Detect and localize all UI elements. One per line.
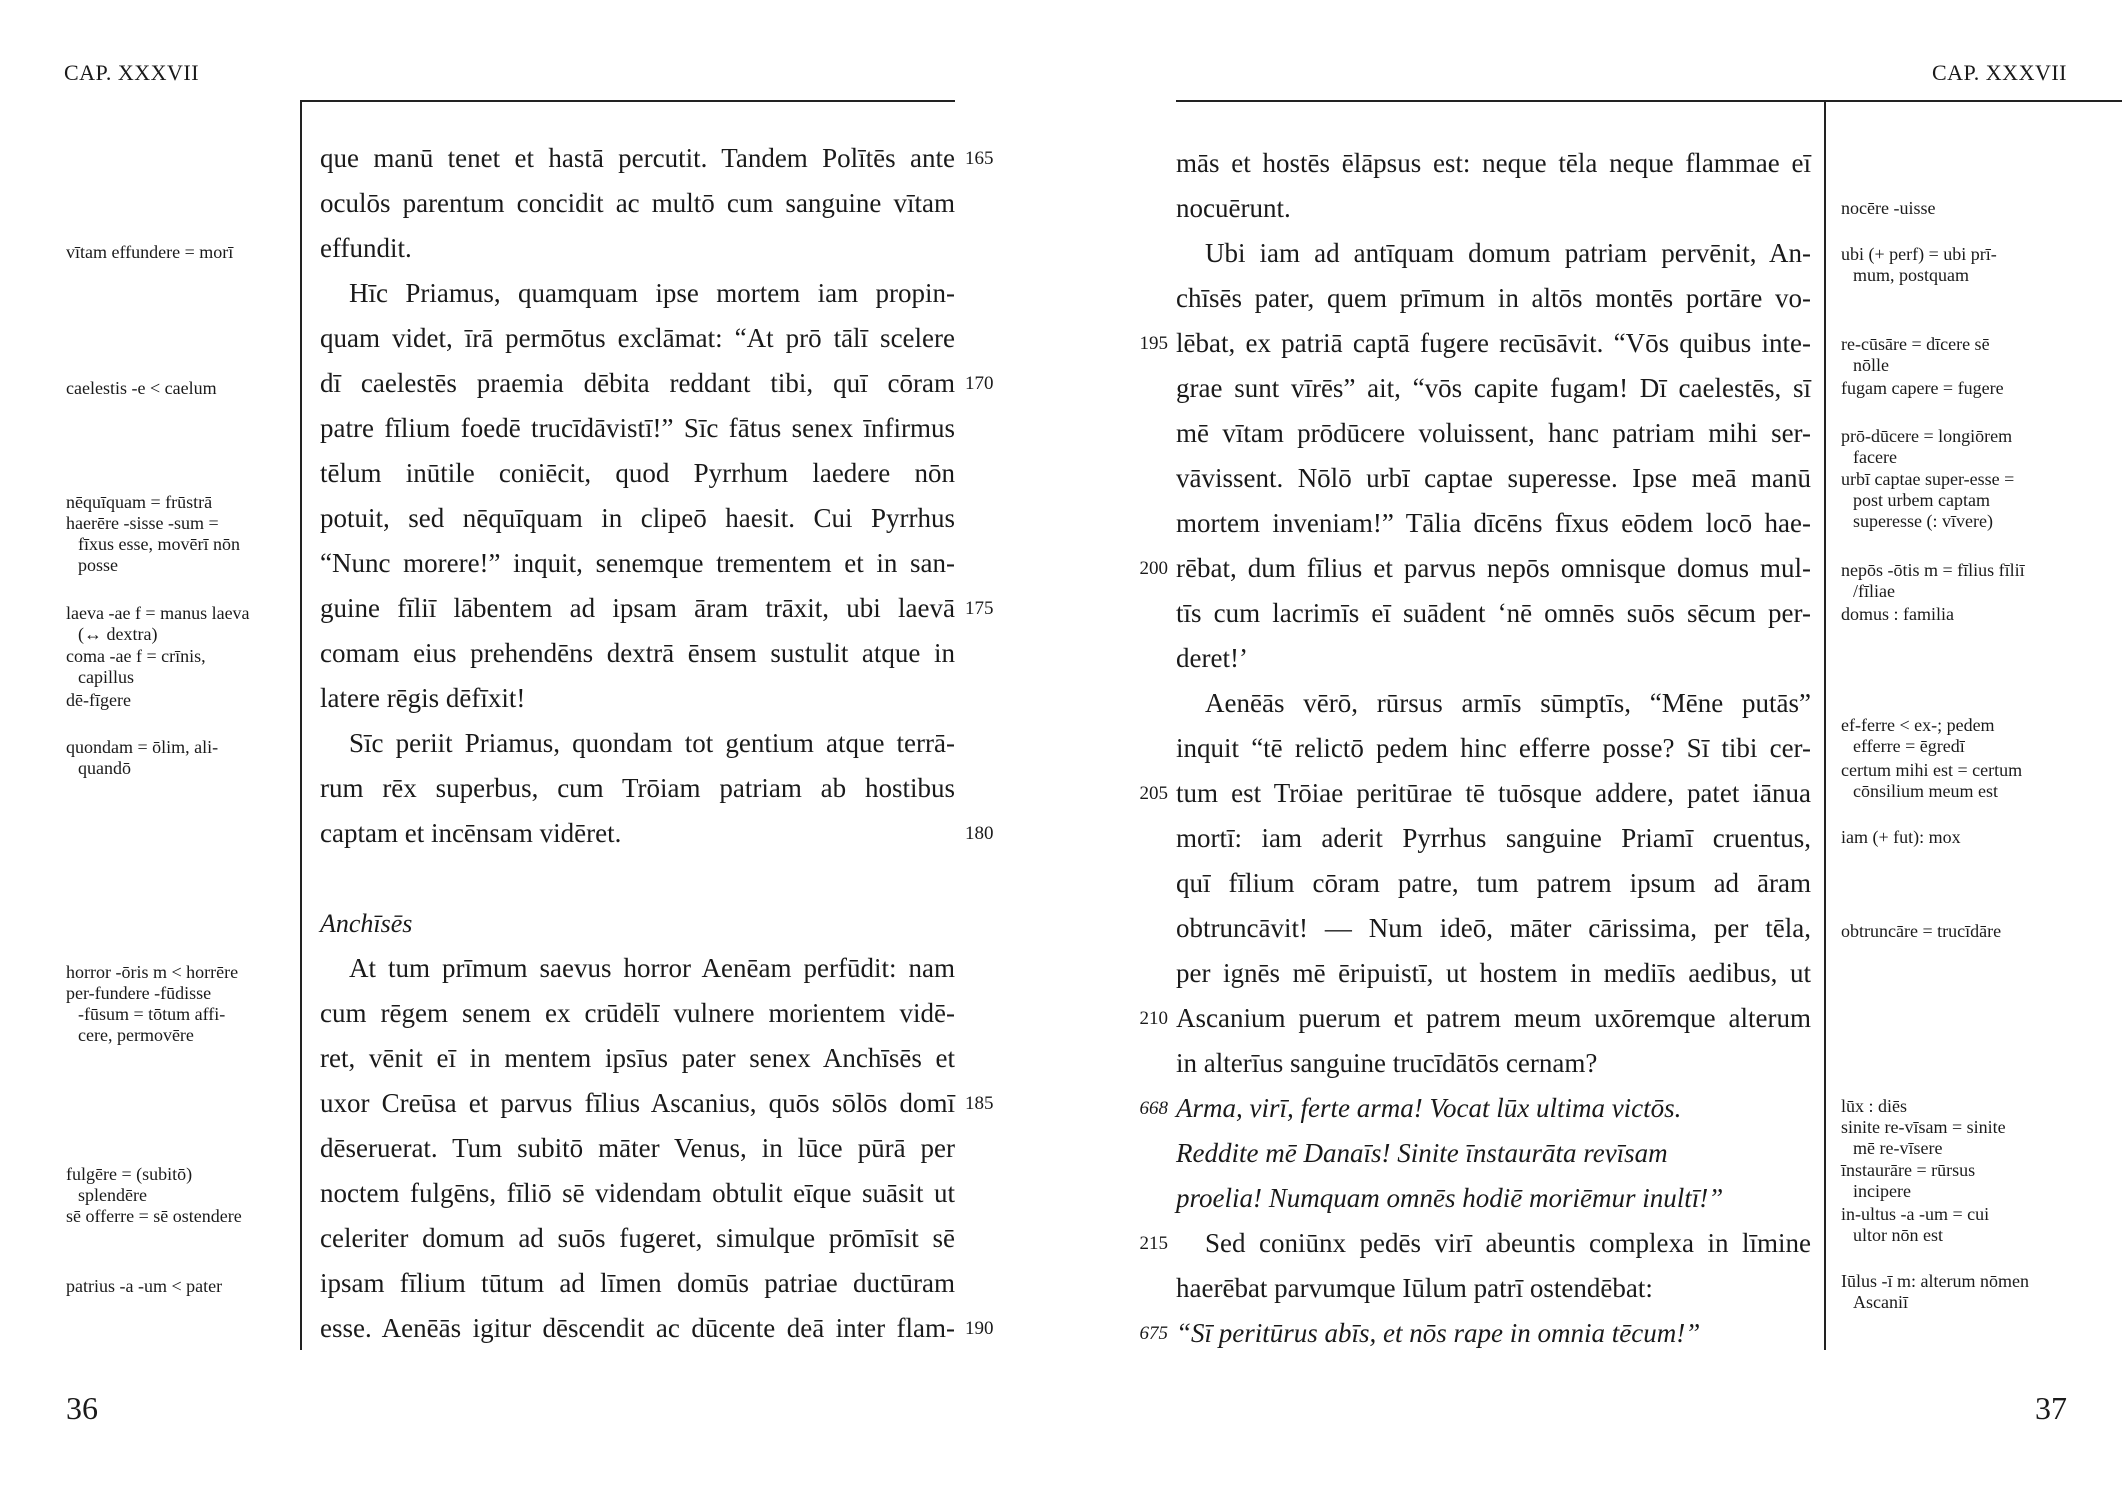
page-number: 37 [2035,1390,2067,1426]
text-line: tīs cum lacrimīs eī suādent ‘nē omnēs suōs sēcum per- [1176,598,1811,628]
text-line: Aenēās vērō, rūrsus armīs sūmptīs, “Mēne putās” [1205,688,1811,718]
margin-note: certum mihi est = certum cōnsilium meum est [1841,760,2023,801]
text-line: At tum prīmum saevus horror Aenēam perfūdit: nam [349,953,955,983]
text-line: comam eius prehendēns dextrā ēnsem sustulit atque in [320,638,955,668]
text-line: dī caelestēs praemia dēbita reddant tibi, quī cōram [320,368,955,398]
text-line: que manū tenet et hastā percutit. Tandem Polītēs ante [320,143,955,173]
line-number: 200 [1139,558,1168,579]
margin-note: obtruncāre = trucīdāre [1841,921,2002,941]
text-line: Hīc Priamus, quamquam ipse mortem iam propin- [349,278,955,308]
margin-note: haerēre -sisse -sum = fīxus esse, movērī nōn posse [66,513,240,575]
text-line: Ascanium puerum et patrem meum uxōremque alterum [1176,1003,1811,1033]
text-line: rēbat, dum fīlius et parvus nepōs omnisque domus mul- [1176,553,1811,583]
margin-note: nepōs -ōtis m = fīlius fīliī /fīliae [1841,560,2025,601]
text-line: quī fīlium cōram patre, tum patrem ipsum ad āram [1176,868,1811,898]
text-line: ipsam fīlium tūtum ad līmen domūs patriae ductūram [320,1268,955,1298]
margin-note: urbī captae super-esse = post urbem captam superesse (: vīvere) [1841,469,2015,531]
text-line: celeriter domum ad suōs fugeret, simulque prōmīsit sē [320,1223,955,1253]
margin-note: vītam effundere = morī [66,242,234,262]
margin-note: nocēre -uisse [1841,198,1936,218]
text-line: tēlum inūtile coniēcit, quod Pyrrhum laedere nōn [320,458,955,488]
text-line: Sīc periit Priamus, quondam tot gentium atque terrā- [349,728,955,758]
verse-line-number: 675 [1139,1323,1168,1344]
text-line: vāvissent. Nōlō urbī captae superesse. Ipse meā manū [1176,463,1811,493]
text-line: in alterīus sanguine trucīdātōs cernam? [1176,1048,1598,1078]
margin-note: nēquīquam = frūstrā [66,492,213,512]
margin-notes [1061,0,2122,1500]
margin-note: caelestis -e < caelum [66,378,217,398]
text-line: obtruncāvit! — Num ideō, māter cārissima, per tēla, [1176,913,1811,943]
margin-note: Iūlus -ī m: alterum nōmen Ascaniī [1841,1271,2029,1312]
line-number: 165 [965,148,994,169]
text-line: noctem fulgēns, fīliō sē videndam obtulit eīque suāsit ut [320,1178,955,1208]
running-header: CAP. XXXVII [64,60,200,85]
text-line: lēbat, ex patriā captā fugere recūsāvit. “Vōs quibus inte- [1176,328,1811,358]
text-line: grae sunt vīrēs” ait, “vōs capite fugam! Dī caelestēs, sī [1176,373,1811,403]
text-line: mē vītam prōdūcere voluissent, hanc patriam mihi ser- [1176,418,1811,448]
text-line: quam videt, īrā permōtus exclāmat: “At prō tālī scelere [320,323,955,353]
text-line: mortem inveniam!” Tālia dīcēns fīxus eōdem locō hae- [1176,508,1811,538]
margin-note: in-ultus -a -um = cui ultor nōn est [1841,1204,1990,1245]
text-line: Ubi iam ad antīquam domum patriam pervēnit, An- [1205,238,1811,268]
line-number: 180 [965,823,994,844]
margin-note: ef-ferre < ex-; pedem efferre = ēgredī [1841,715,1995,756]
text-line: per ignēs mē ēripuistī, ut hostem in mediīs aedibus, ut [1176,958,1811,988]
text-line: guine fīliī lābentem ad ipsam āram trāxit, ubi laevā [320,593,955,623]
page-number: 36 [66,1390,98,1426]
text-line: potuit, sed nēquīquam in clipeō haesit. Cui Pyrrhus [320,503,955,533]
margin-note: laeva -ae f = manus laeva (↔ dextra) [66,603,250,644]
margin-note: quondam = ōlim, ali- quandō [66,737,219,778]
margin-note: lūx : diēs [1841,1096,1907,1116]
text-line: Sed coniūnx pedēs virī abeuntis complexa in līmine [1205,1228,1811,1258]
margin-note: horror -ōris m < horrēre [66,962,239,982]
text-line: uxor Creūsa et parvus fīlius Ascanius, quōs sōlōs domī [320,1088,955,1118]
text-line: deret!’ [1176,643,1248,673]
text-line: inquit “tē relictō pedem hinc efferre posse? Sī tibi cer- [1176,733,1811,763]
text-line: rum rēx superbus, cum Trōiam patriam ab hostibus [320,773,955,803]
text-line: “Nunc morere!” inquit, senemque trementem et in san- [320,548,955,578]
verse-line: proelia! Numquam omnēs hodiē moriēmur inultī!” [1176,1183,1724,1213]
margin-note: domus : familia [1841,604,1954,624]
line-number: 175 [965,598,994,619]
verse-line: Arma, virī, ferte arma! Vocat lūx ultima victōs. [1176,1093,1682,1123]
margin-note: sē offerre = sē ostendere [66,1206,242,1226]
text-line: oculōs parentum concidit ac multō cum sanguine vītam [320,188,955,218]
verse-line-number: 668 [1139,1098,1168,1119]
margin-note: fulgēre = (subitō) splendēre [66,1164,193,1205]
text-line: haerēbat parvumque Iūlum patrī ostendēbat: [1176,1273,1653,1303]
text-line: captam et incēnsam vidēret. [320,818,622,848]
text-line: chīsēs pater, quem prīmum in altōs montēs portāre vo- [1176,283,1811,313]
margin-note: īnstaurāre = rūrsus incipere [1841,1160,1976,1201]
text-line: nocuērunt. [1176,193,1291,223]
running-header: CAP. XXXVII [1931,60,2067,85]
margin-note: re-cūsāre = dīcere sē nōlle [1841,334,1990,375]
margin-note: ubi (+ perf) = ubi prī- mum, postquam [1841,244,1997,285]
text-line: ret, vēnit eī in mentem ipsīus pater senex Anchīsēs et [320,1043,955,1073]
margin-note: iam (+ fut): mox [1841,827,1961,847]
text-line: mortī: iam aderit Pyrrhus sanguine Priamī cruentus, [1176,823,1811,853]
text-line: mās et hostēs ēlāpsus est: neque tēla neque flammae eī [1176,148,1811,178]
line-number: 195 [1139,333,1168,354]
right-page [1061,0,2122,1500]
line-number: 170 [965,373,994,394]
verse-line: Reddite mē Danaīs! Sinite īnstaurāta revīsam [1176,1138,1668,1168]
text-line: esse. Aenēās igitur dēscendit ac dūcente deā inter flam- [320,1313,955,1343]
verse-line: “Sī peritūrus abīs, et nōs rape in omnia tēcum!” [1176,1318,1701,1348]
text-line: patre fīlium foedē trucīdāvistī!” Sīc fātus senex īnfirmus [320,413,955,443]
text-line: cum rēgem senem ex crūdēlī vulnere morientem vidē- [320,998,955,1028]
margin-note: patrius -a -um < pater [66,1276,223,1296]
line-number: 205 [1139,783,1168,804]
margin-note: prō-dūcere = longiōrem facere [1841,426,2013,467]
margin-note: per-fundere -fūdisse -fūsum = tōtum affi- cere, permovēre [66,983,226,1045]
section-heading: Anchīsēs [320,909,413,938]
text-line: dēseruerat. Tum subitō māter Venus, in lūce pūrā per [320,1133,955,1163]
margin-note: fugam capere = fugere [1841,378,2004,398]
line-number: 210 [1139,1008,1168,1029]
margin-note: sinite re-vīsam = sinite mē re-vīsere [1841,1117,2006,1158]
margin-note: dē-fīgere [66,690,131,710]
text-line: latere rēgis dēfīxit! [320,683,526,713]
line-number: 185 [965,1093,994,1114]
line-number: 190 [965,1318,994,1339]
text-line: effundit. [320,233,412,263]
margin-note: coma -ae f = crīnis, capillus [66,646,206,687]
line-number: 215 [1139,1233,1168,1254]
text-line: tum est Trōiae peritūrae tē tuōsque addere, patet iānua [1176,778,1811,808]
